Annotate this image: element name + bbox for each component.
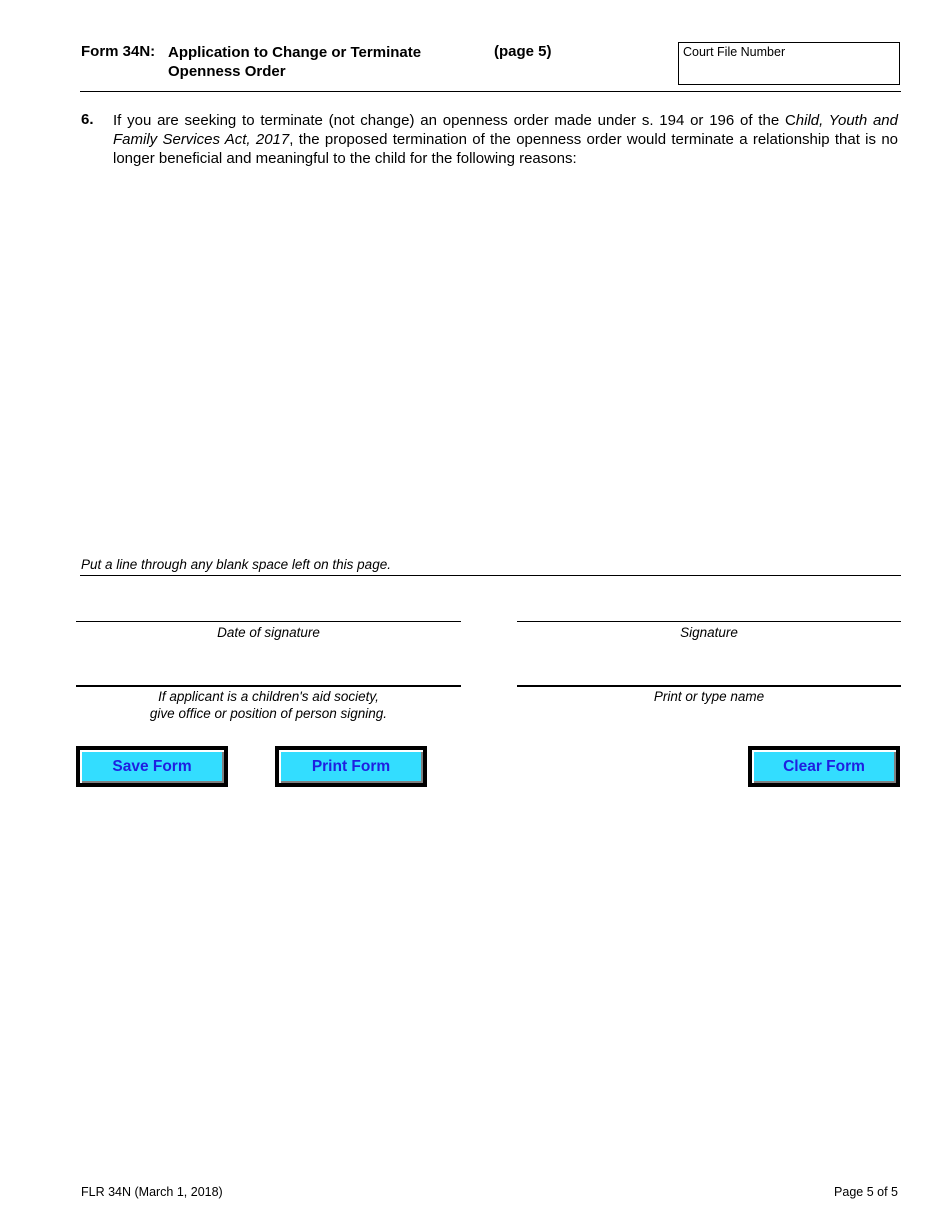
form-version-footer: FLR 34N (March 1, 2018) xyxy=(81,1185,223,1199)
act-name: hild, Youth and Family Services Act, 2017 xyxy=(113,112,898,148)
court-file-number-input[interactable] xyxy=(683,63,895,81)
item-text-part1: If you are seeking to terminate (not change) an openness order made under s. 194 or 196 of the C xyxy=(113,112,796,129)
print-name-input[interactable] xyxy=(521,664,901,686)
blank-space-rule xyxy=(80,575,901,576)
signature-caption: Signature xyxy=(680,625,738,640)
court-file-number-box xyxy=(678,42,900,85)
office-position-caption xyxy=(76,688,461,722)
item-number: 6. xyxy=(81,111,94,128)
clear-form-button[interactable]: Clear Form xyxy=(748,746,900,787)
save-form-button[interactable]: Save Form xyxy=(76,746,228,787)
blank-space-note: Put a line through any blank space left on this page. xyxy=(81,557,391,572)
form-number: Form 34N: xyxy=(81,43,156,60)
print-name-caption: Print or type name xyxy=(653,689,765,704)
page-indicator: (page 5) xyxy=(494,43,552,60)
office-caption-line1: If applicant is a children's aid society, xyxy=(158,689,379,704)
signature-line xyxy=(517,621,901,622)
date-signature-line xyxy=(76,621,461,622)
date-of-signature-input[interactable] xyxy=(80,600,464,622)
office-caption-line2: give office or position of person signing. xyxy=(149,706,388,721)
office-position-line xyxy=(76,685,461,687)
item-text-part2: , the proposed termination of the openness order would terminate a relationship that is no longer beneficial and meaningful to the child for the following reasons: xyxy=(113,131,899,167)
print-name-line xyxy=(517,685,901,687)
form-title-line1: Application to Change or Terminate xyxy=(168,44,422,61)
office-position-input[interactable] xyxy=(80,664,464,686)
court-file-number-label: Court File Number xyxy=(683,45,786,59)
header-divider xyxy=(80,91,901,92)
date-of-signature-caption: Date of signature xyxy=(217,625,320,640)
page-count-footer: Page 5 of 5 xyxy=(834,1185,898,1199)
form-title xyxy=(168,43,468,81)
termination-reasons-field[interactable] xyxy=(113,172,898,550)
print-form-button[interactable]: Print Form xyxy=(275,746,427,787)
item-text xyxy=(113,111,898,168)
form-title-line2: Openness Order xyxy=(168,63,286,80)
